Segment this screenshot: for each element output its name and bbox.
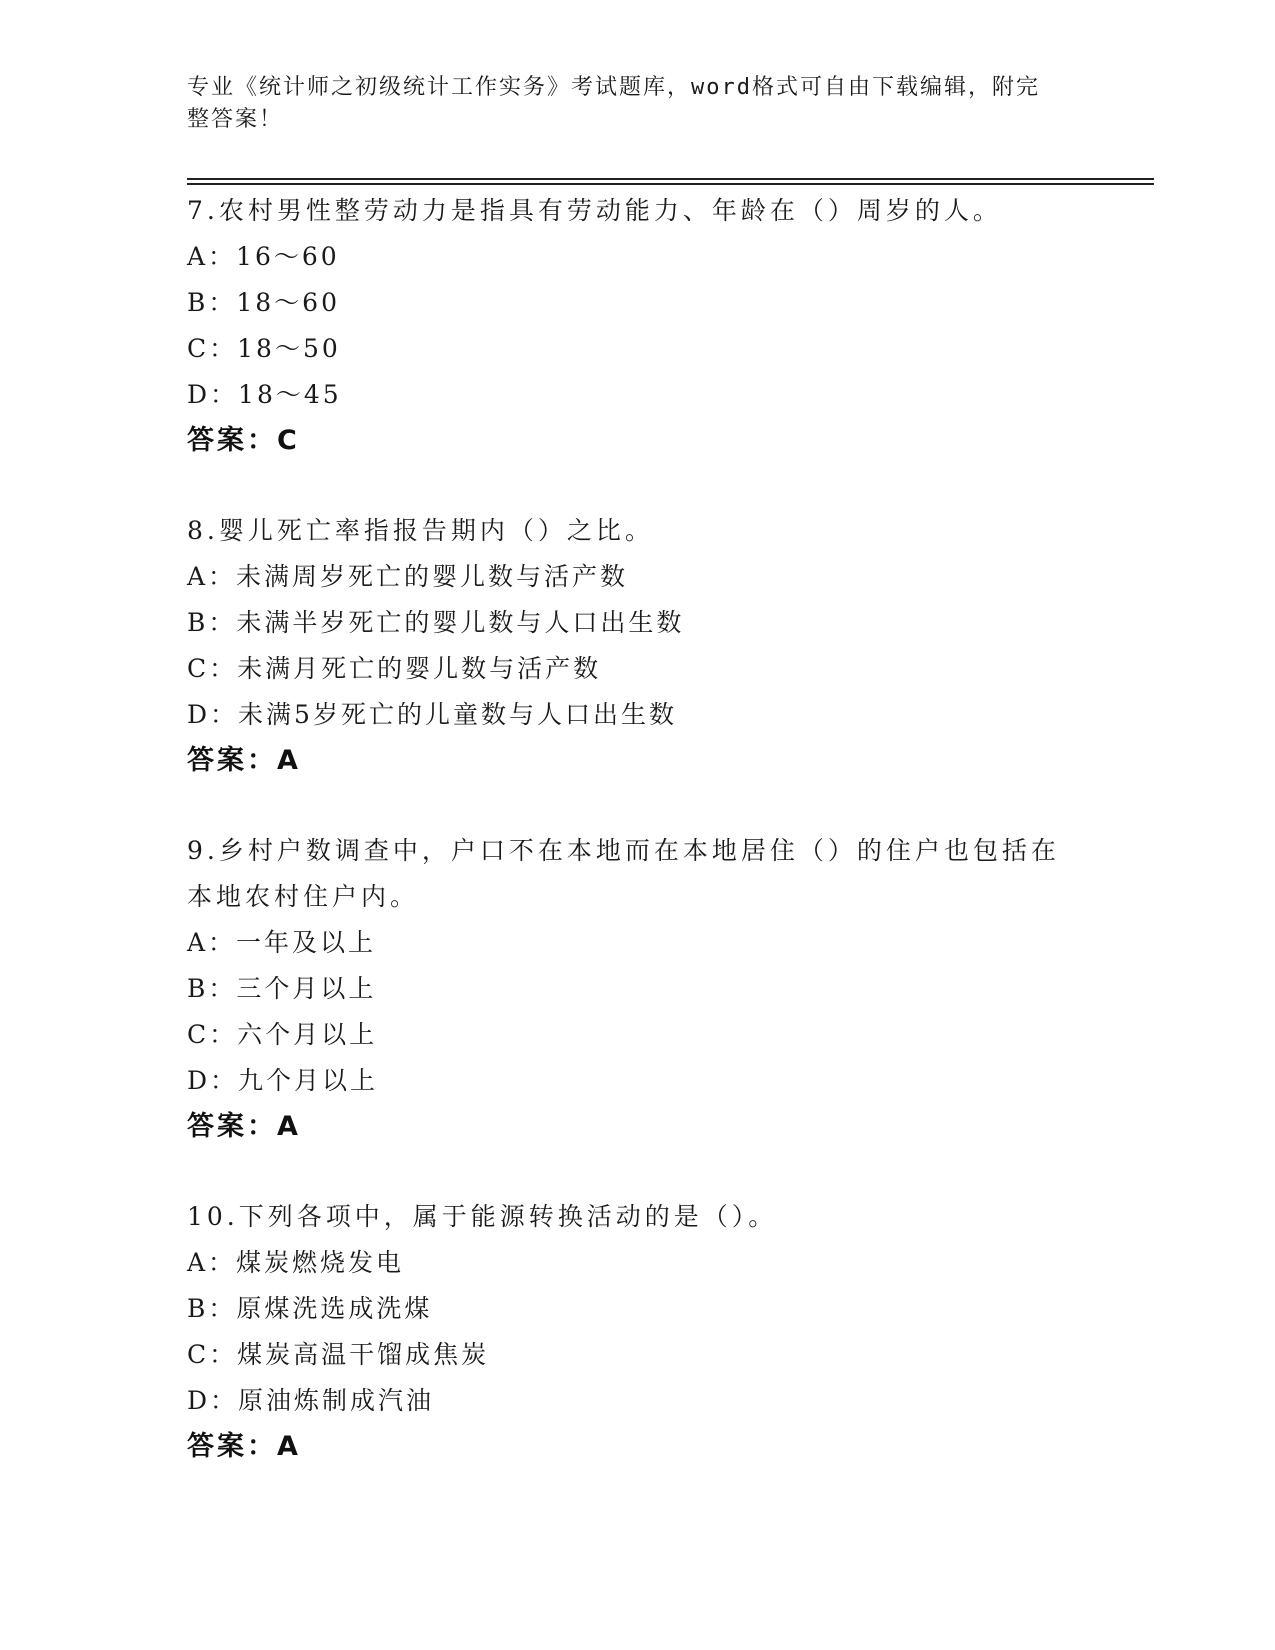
- option-b: B：未满半岁死亡的婴儿数与人口出生数: [187, 608, 685, 637]
- option-d: D：未满5岁死亡的儿童数与人口出生数: [187, 700, 677, 729]
- option-d: D：九个月以上: [187, 1066, 379, 1095]
- option-c: C：18～50: [187, 334, 341, 363]
- answer-line: 答案：A: [187, 1111, 301, 1142]
- question-7: [187, 188, 1087, 464]
- question-list: [187, 188, 1087, 1514]
- answer-line: 答案：A: [187, 1431, 301, 1462]
- document-header: [187, 72, 1067, 136]
- option-d: D：18～45: [187, 380, 342, 409]
- option-c: C：六个月以上: [187, 1020, 378, 1049]
- header-line-2: 整答案！: [187, 107, 284, 132]
- question-stem: 8.婴儿死亡率指报告期内（）之比。: [187, 516, 654, 545]
- option-c: C：煤炭高温干馏成焦炭: [187, 1340, 490, 1369]
- question-10: [187, 1194, 1087, 1470]
- question-9: [187, 828, 1087, 1150]
- header-divider-bottom: [187, 183, 1154, 185]
- option-c: C：未满月死亡的婴儿数与活产数: [187, 654, 602, 683]
- question-stem: 10.下列各项中，属于能源转换活动的是（）。: [187, 1202, 778, 1231]
- answer-line: 答案：C: [187, 425, 300, 456]
- option-d: D：原油炼制成汽油: [187, 1386, 435, 1415]
- option-b: B：三个月以上: [187, 974, 377, 1003]
- answer-line: 答案：A: [187, 745, 301, 776]
- option-b: B：原煤洗选成洗煤: [187, 1294, 433, 1323]
- option-a: A：一年及以上: [187, 928, 377, 957]
- option-b: B：18～60: [187, 288, 340, 317]
- option-a: A：未满周岁死亡的婴儿数与活产数: [187, 562, 629, 591]
- question-8: [187, 508, 1087, 784]
- option-a: A：16～60: [187, 242, 340, 271]
- header-divider-top: [187, 178, 1154, 180]
- option-a: A：煤炭燃烧发电: [187, 1248, 405, 1277]
- header-line-1: 专业《统计师之初级统计工作实务》考试题库，word格式可自由下载编辑，附完: [187, 75, 1040, 100]
- question-stem: 7.农村男性整劳动力是指具有劳动能力、年龄在（）周岁的人。: [187, 196, 1002, 225]
- question-stem: 9.乡村户数调查中，户口不在本地而在本地居住（）的住户也包括在本地农村住户内。: [187, 836, 1060, 911]
